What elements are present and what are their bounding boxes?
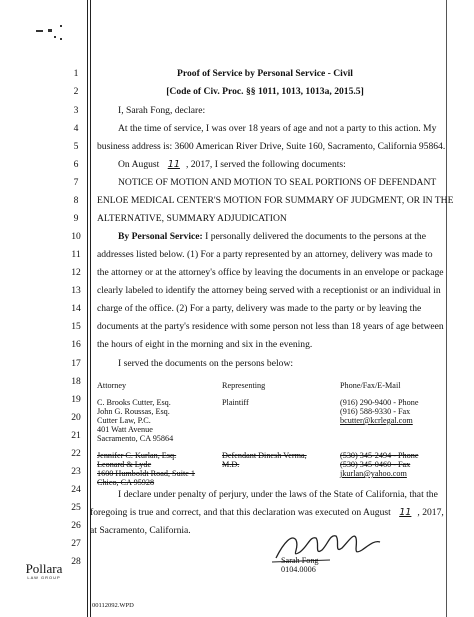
line-number: 24 xyxy=(71,484,81,495)
firm-name-struck: Leonard & Lyde xyxy=(97,460,152,469)
line-number: 26 xyxy=(71,520,81,531)
service-method-line xyxy=(118,231,426,242)
right-margin-rule xyxy=(446,0,447,617)
scan-speck xyxy=(60,38,62,40)
document-served-title: NOTICE OF MOTION AND MOTION TO SEAL PORTIONS OF DEFENDANT xyxy=(118,177,437,188)
body-line: the attorney or at the attorney's office by leaving the documents in an envelope or package xyxy=(97,267,444,278)
firm-street: 401 Watt Avenue xyxy=(97,425,153,434)
document-title: Proof of Service by Personal Service - Civil xyxy=(177,68,353,79)
column-header-representing: Representing xyxy=(222,381,266,390)
service-method-label: By Personal Service: xyxy=(118,231,203,242)
document-id: 00112092.WPD xyxy=(92,602,134,609)
execution-date-prefix: foregoing is true and correct, and that this declaration was executed on August xyxy=(90,507,394,518)
service-date-prefix: On August xyxy=(118,159,162,170)
email-link[interactable]: bcutter@kcrlegal.com xyxy=(340,416,413,425)
line-number: 22 xyxy=(71,448,81,459)
execution-date-suffix: , 2017, xyxy=(417,507,444,518)
column-header-attorney: Attorney xyxy=(97,381,127,390)
line-number: 9 xyxy=(73,213,79,224)
firm-logo-name: Pollara xyxy=(25,561,63,576)
service-date-suffix: , 2017, I served the following documents: xyxy=(185,159,346,170)
document-subtitle: [Code of Civ. Proc. §§ 1011, 1013, 1013a, 2015.5] xyxy=(166,86,364,97)
line-number: 27 xyxy=(71,538,81,549)
attorney-name-struck: Jennifer C. Kurlan, Esq. xyxy=(97,451,177,460)
body-line: charge of the office. (2) For a party, delivery was made to the party or by leaving the xyxy=(97,303,422,314)
line-number: 13 xyxy=(71,285,81,296)
line-number: 11 xyxy=(71,249,81,260)
scan-speck xyxy=(36,30,43,32)
execution-place: at Sacramento, California. xyxy=(90,525,191,536)
firm-city-struck: Chico, CA 95928 xyxy=(97,478,155,487)
line-number: 18 xyxy=(71,376,81,387)
line-number: 14 xyxy=(71,303,81,314)
line-number: 21 xyxy=(71,430,81,441)
represented-party: Plaintiff xyxy=(222,398,249,407)
firm-street-struck: 1600 Humboldt Road, Suite 1 xyxy=(97,469,196,478)
firm-city: Sacramento, CA 95864 xyxy=(97,434,174,443)
line-number: 8 xyxy=(73,195,79,206)
declaration-line: I declare under penalty of perjury, under the laws of the State of California, that the xyxy=(118,489,438,500)
firm-logo-sub: LAW GROUP xyxy=(27,575,61,580)
scan-speck xyxy=(54,36,56,38)
execution-day-handwritten: 11 xyxy=(399,507,412,518)
line-number: 19 xyxy=(71,394,81,405)
execution-date-line xyxy=(90,507,444,518)
line-number: 7 xyxy=(73,177,79,188)
body-line: I served the documents on the persons below: xyxy=(118,358,294,369)
line-number: 28 xyxy=(71,556,81,567)
represented-party-struck: M.D. xyxy=(222,460,240,469)
line-number: 20 xyxy=(71,412,81,423)
attorney-name: John G. Roussas, Esq. xyxy=(97,407,170,416)
fax: (916) 588-9330 - Fax xyxy=(340,407,411,416)
line-number: 17 xyxy=(71,358,81,369)
phone-struck: (530) 345-2494 - Phone xyxy=(340,451,419,460)
left-margin-rule xyxy=(87,0,88,617)
attorney-name: C. Brooks Cutter, Esq. xyxy=(97,398,171,407)
line-number: 23 xyxy=(71,466,81,477)
email-struck: jkurlan@yahoo.com xyxy=(340,469,407,478)
service-method-text: I personally delivered the documents to the persons at the xyxy=(202,231,426,242)
scan-speck xyxy=(60,25,62,27)
body-line: addresses listed below. (1) For a party represented by an attorney, delivery was made to xyxy=(97,249,433,260)
document-served-title: ENLOE MEDICAL CENTER'S MOTION FOR SUMMARY OF JUDGMENT, OR IN THE xyxy=(97,195,454,206)
firm-name: Cutter Law, P.C. xyxy=(97,416,151,425)
signer-name: Sarah Fong xyxy=(281,556,319,565)
line-number: 16 xyxy=(71,339,81,350)
line-number: 4 xyxy=(73,123,79,134)
column-header-contact: Phone/Fax/E-Mail xyxy=(340,381,401,390)
body-line: documents at the party's residence with some person not less than 18 years of age between xyxy=(97,321,444,332)
line-number: 1 xyxy=(73,68,79,79)
line-number: 3 xyxy=(73,105,79,116)
line-number: 6 xyxy=(73,159,79,170)
matter-code: 0104.0006 xyxy=(281,565,316,574)
body-line: clearly labeled to identify the attorney being served with a receptionist or an individual in xyxy=(97,285,441,296)
represented-party-struck: Defendant Dinesh Verma, xyxy=(222,451,307,460)
document-served-title: ALTERNATIVE, SUMMARY ADJUDICATION xyxy=(97,213,287,224)
business-address: business address is: 3600 American River Drive, Suite 160, Sacramento, California 95864. xyxy=(97,141,446,152)
line-number: 2 xyxy=(73,86,79,97)
line-number: 12 xyxy=(71,267,81,278)
line-number: 5 xyxy=(73,141,79,152)
line-number: 15 xyxy=(71,321,81,332)
service-day-handwritten: 11 xyxy=(167,159,180,170)
fax-struck: (530) 345-0460 - Fax xyxy=(340,460,411,469)
line-number: 10 xyxy=(71,231,81,242)
phone: (916) 290-9400 - Phone xyxy=(340,398,419,407)
line-number: 25 xyxy=(71,502,81,513)
declarant-line: I, Sarah Fong, declare: xyxy=(118,105,206,116)
body-line: the hours of eight in the morning and six in the evening. xyxy=(97,339,313,350)
body-line: At the time of service, I was over 18 years of age and not a party to this action. My xyxy=(118,123,437,134)
service-date-line xyxy=(118,159,346,170)
scan-speck xyxy=(48,29,52,32)
firm-logo xyxy=(20,562,68,580)
